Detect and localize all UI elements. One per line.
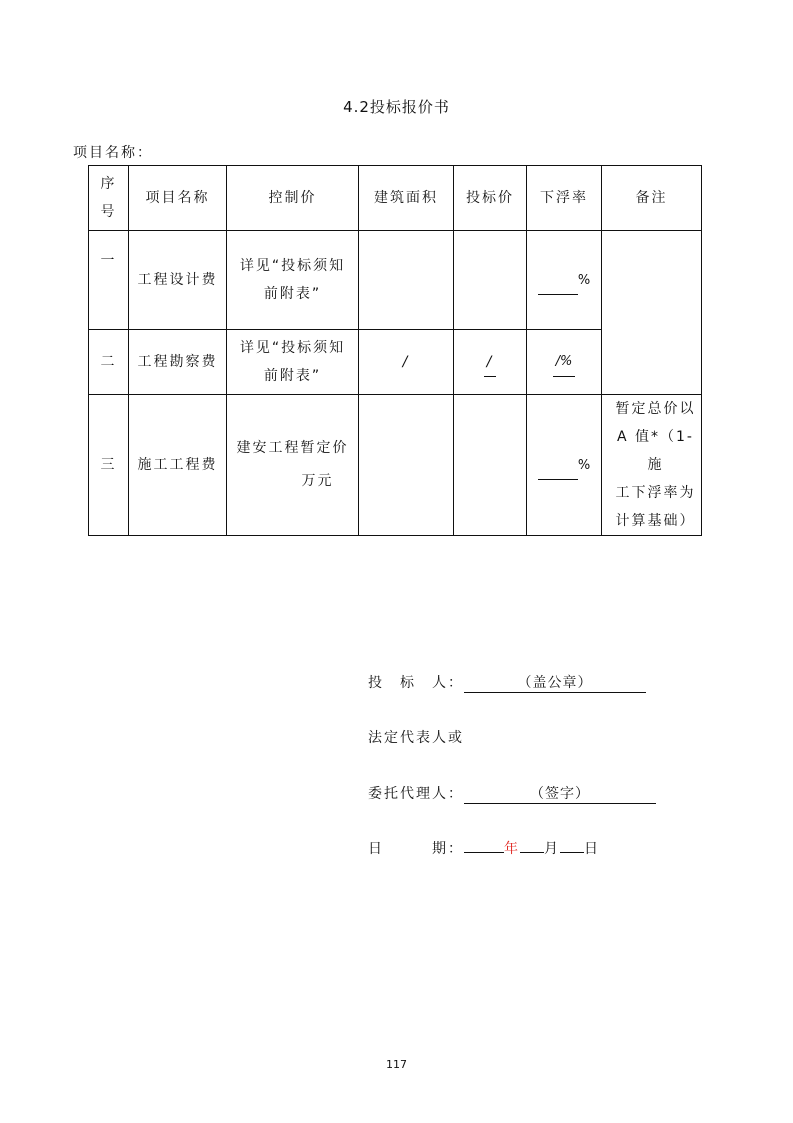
bid-price-table (88, 165, 702, 536)
row-bid-price: / (454, 330, 527, 395)
year-field[interactable] (464, 838, 504, 853)
row-building-area[interactable] (359, 395, 454, 536)
row-bid-price[interactable] (454, 231, 527, 330)
table-header-row (89, 166, 702, 231)
date-line: 日 期： 年 月 日 (368, 838, 600, 858)
project-name-label: 项目名称： (73, 145, 153, 161)
row-control-price: 建安工程暂定价 万元 (227, 395, 359, 536)
rate-blank[interactable] (538, 465, 578, 480)
row-float-rate: /% (527, 330, 602, 395)
bidder-seal-field[interactable]: （盖公章） (464, 672, 646, 693)
day-field[interactable] (560, 838, 584, 853)
header-project-name: 项目名称 (129, 166, 227, 231)
row-float-rate[interactable]: % (527, 231, 602, 330)
table-row (89, 395, 702, 536)
agent-line: 委托代理人： （签字） (368, 783, 656, 804)
row-remark-empty (602, 231, 702, 395)
month-field[interactable] (520, 838, 544, 853)
table-row (89, 231, 702, 330)
row-project-name: 工程勘察费 (129, 330, 227, 395)
row-seq: 二 (89, 330, 129, 395)
header-building-area: 建筑面积 (359, 166, 454, 231)
header-bid-price: 投标价 (454, 166, 527, 231)
header-float-rate: 下浮率 (527, 166, 602, 231)
row-control-price: 详见“投标须知 前附表” (227, 231, 359, 330)
row-building-area: / (359, 330, 454, 395)
row-project-name: 施工工程费 (129, 395, 227, 536)
rate-blank[interactable] (538, 280, 578, 295)
header-remark: 备注 (602, 166, 702, 231)
legal-rep-line: 法定代表人或 (368, 730, 464, 746)
row-float-rate[interactable]: % (527, 395, 602, 536)
row-control-price: 详见“投标须知 前附表” (227, 330, 359, 395)
document-title: 4.2投标报价书 (343, 98, 450, 116)
agent-signature-field[interactable]: （签字） (464, 783, 656, 804)
row-remark: 暂定总价以 A 值*（1-施 工下浮率为 计算基础） (602, 395, 702, 536)
page-number: 117 (386, 1058, 407, 1071)
row-bid-price[interactable] (454, 395, 527, 536)
row-project-name: 工程设计费 (129, 231, 227, 330)
month-label: 月 (544, 841, 560, 857)
bidder-line: 投 标 人： （盖公章） (368, 672, 646, 693)
row-building-area[interactable] (359, 231, 454, 330)
day-label: 日 (584, 841, 600, 857)
row-seq: 一 (89, 231, 129, 330)
header-seq: 序 号 (89, 166, 129, 231)
row-seq: 三 (89, 395, 129, 536)
header-control-price: 控制价 (227, 166, 359, 231)
year-label: 年 (504, 841, 520, 857)
